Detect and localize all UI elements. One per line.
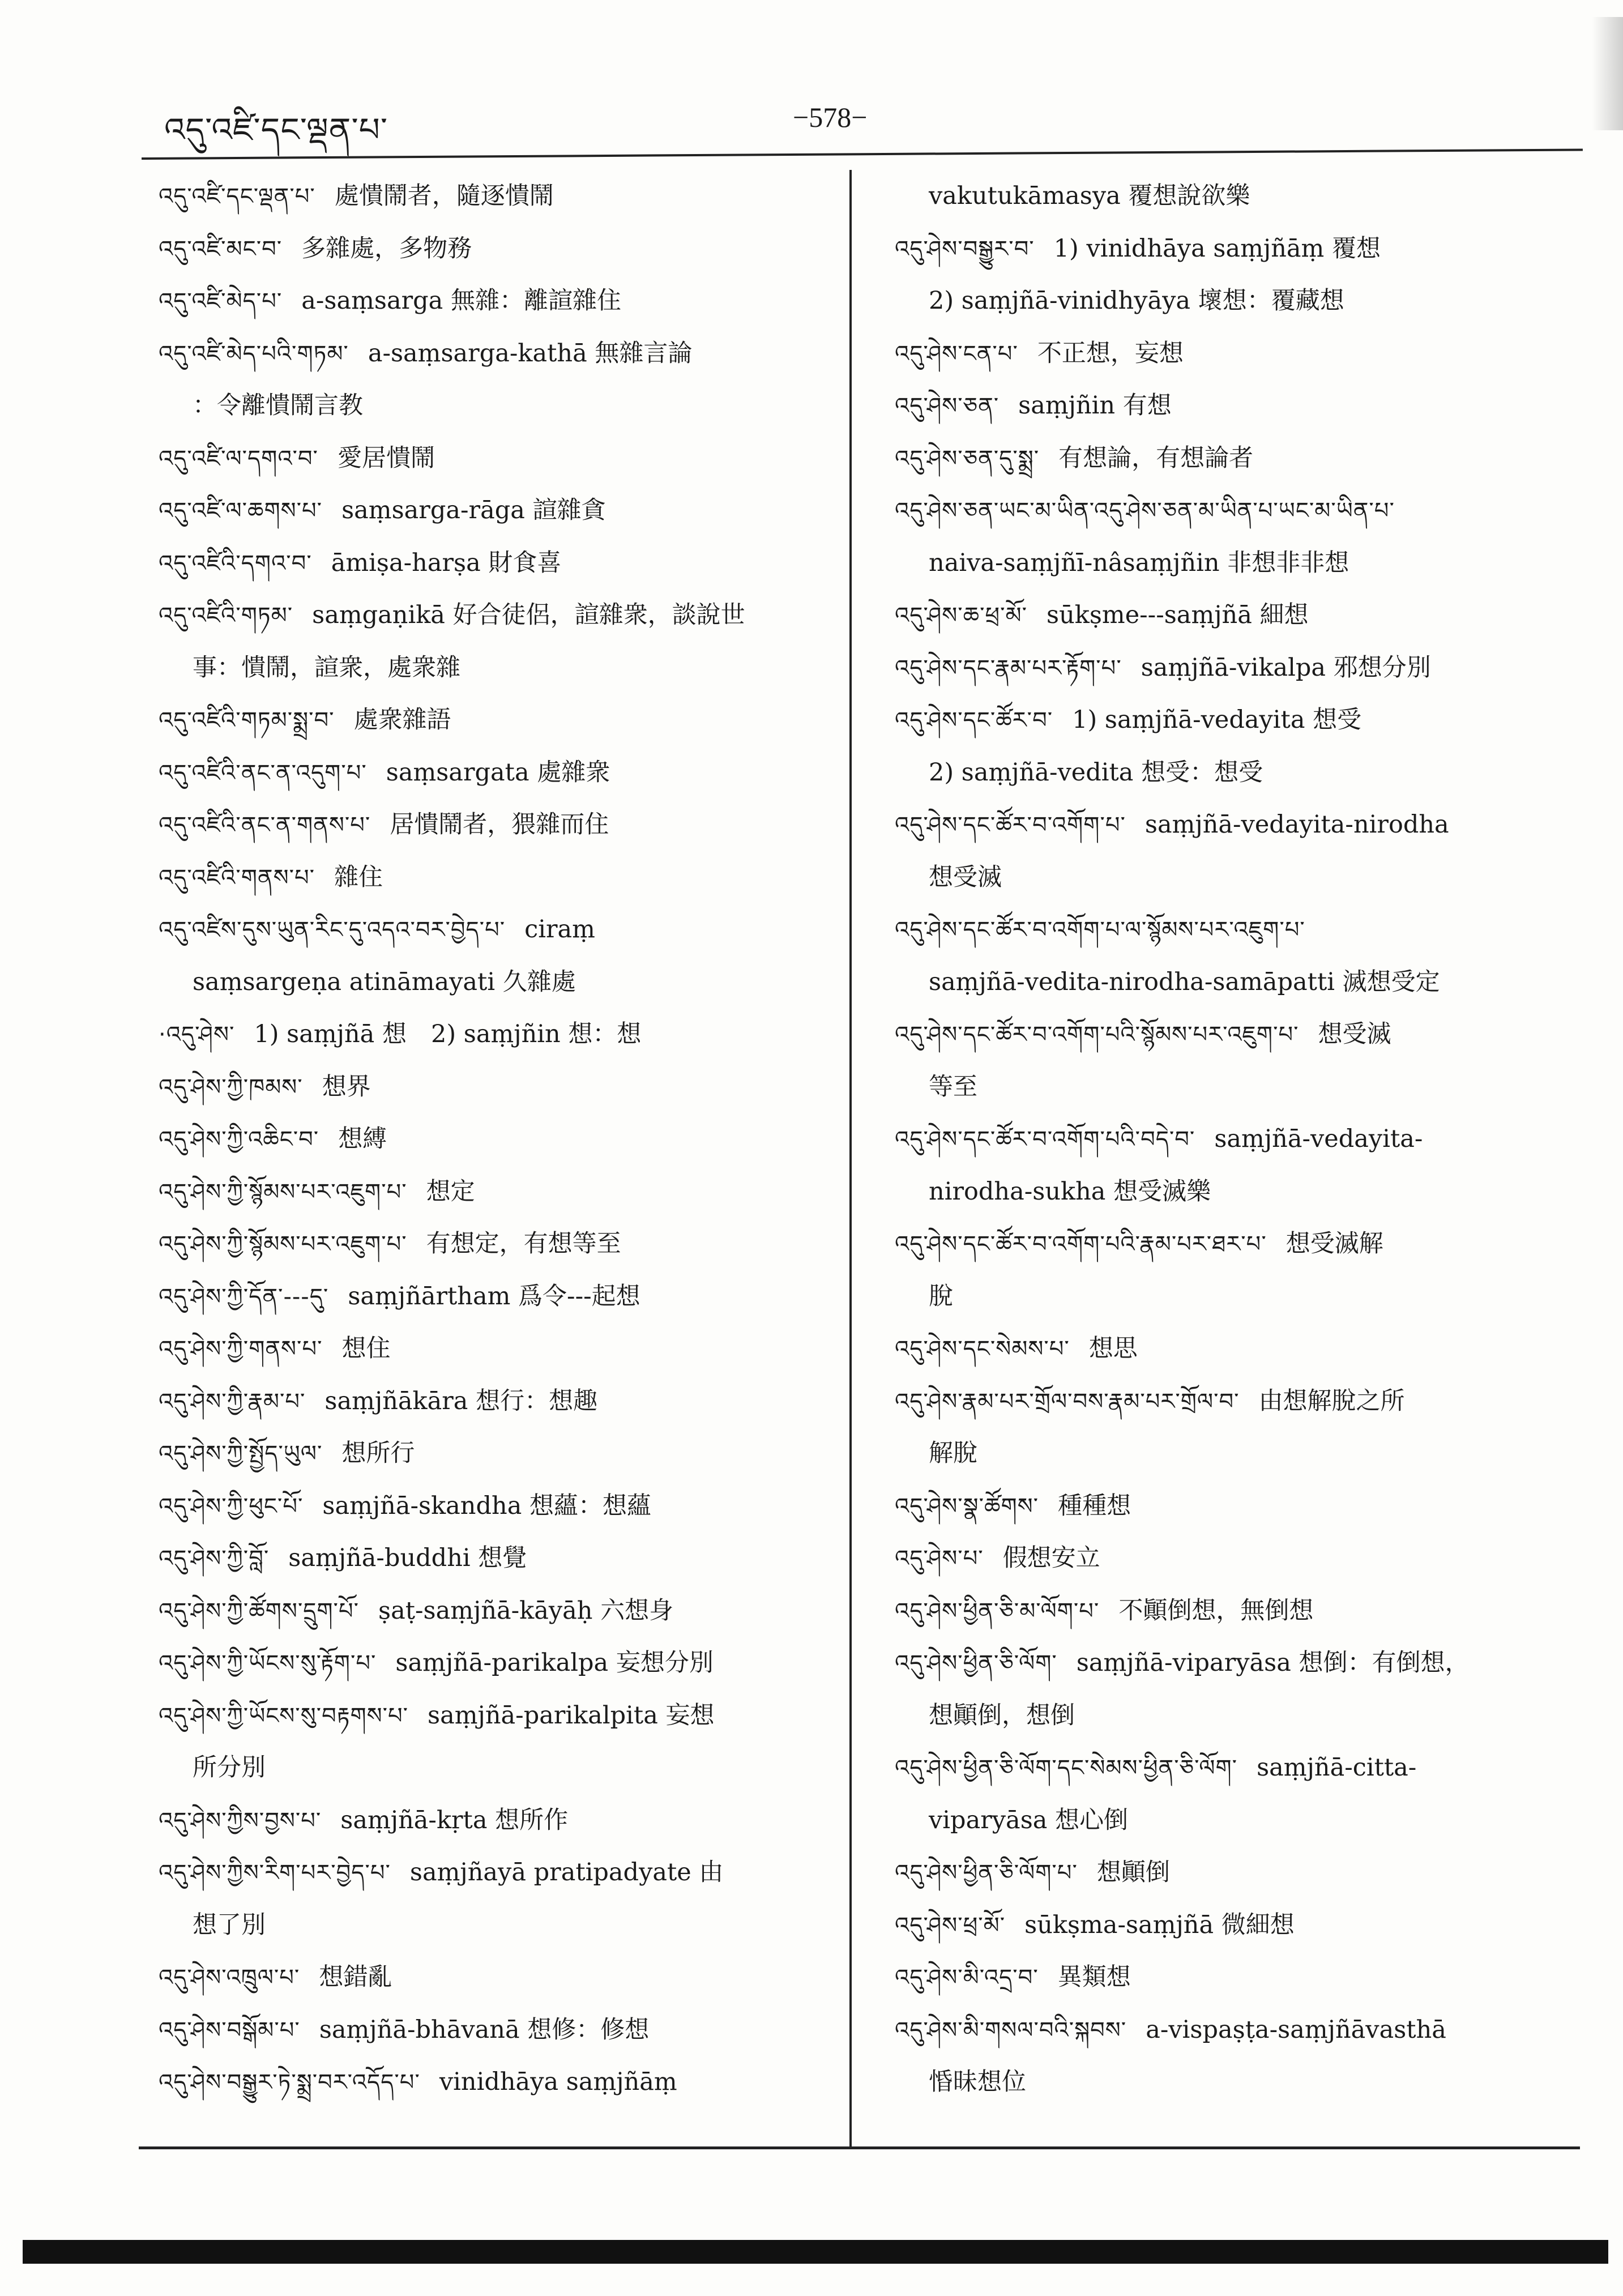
entry-definition: 種種想 — [1058, 1491, 1131, 1520]
tibetan-headword: འདུ་ཤེས་ཀྱི་བློ་ — [159, 1546, 270, 1572]
entry-definition: saṃjñārtham 爲令---起想 — [348, 1282, 640, 1311]
entry-definition: saṃjñayā pratipadyate 由 — [409, 1858, 724, 1887]
tibetan-headword: འདུ་ཤེས་ཀྱི་གནས་པ་ — [159, 1336, 323, 1362]
dictionary-entry — [159, 1166, 838, 1218]
tibetan-headword: འདུ་འཛིའི་དགའ་བ་ — [159, 550, 312, 577]
dictionary-entry — [159, 1427, 838, 1480]
tibetan-headword: འདུ་ཤེས་ཀྱི་དོན་---དུ་ — [159, 1283, 329, 1310]
right-column — [895, 170, 1563, 2109]
tibetan-headword: འདུ་འཛི་མང་བ་ — [159, 236, 283, 262]
dictionary-entry — [895, 379, 1563, 432]
dictionary-entry — [895, 956, 1563, 1009]
tibetan-headword: འདུ་ཤེས་ཀྱི་ཚོགས་དྲུག་པོ་ — [159, 1598, 359, 1624]
dictionary-entry — [895, 1532, 1563, 1585]
tibetan-headword: འདུ་འཛིའི་ནང་ན་གནས་པ་ — [159, 812, 371, 838]
tibetan-headword: འདུ་ཤེས་ཀྱི་རྣམ་པ་ — [159, 1388, 306, 1415]
dictionary-entry — [159, 2056, 838, 2109]
entry-definition: ciraṃ — [524, 915, 595, 944]
tibetan-headword: འདུ་ཤེས་ཆ་ཕྲ་མོ་ — [895, 603, 1028, 629]
dictionary-entry — [159, 170, 838, 223]
entry-definition: 處憒鬧者，隨逐憒鬧 — [334, 182, 554, 210]
entry-definition: 假想安立 — [1002, 1544, 1100, 1572]
dictionary-entry — [159, 851, 838, 904]
dictionary-entry — [895, 642, 1563, 694]
tibetan-headword: འདུ་འཛིའི་གཏམ་སྨྲ་བ་ — [159, 707, 335, 733]
dictionary-entry — [895, 1322, 1563, 1375]
tibetan-headword: འདུ་ཤེས་དང་ཚོར་བ་འགོག་པའི་རྣམ་པར་ཐར་པ་ — [895, 1231, 1267, 1257]
entry-definition: 多雜處，多物務 — [301, 234, 472, 263]
entry-definition: 異類想 — [1057, 1963, 1131, 1991]
tibetan-headword: འདུ་ཤེས་ཕྱིན་ཅི་མ་ལོག་པ་ — [895, 1598, 1100, 1624]
tibetan-headword: འདུ་ཤེས་ཀྱི་ཡོངས་སུ་རྟོག་པ་ — [159, 1650, 377, 1676]
tibetan-headword: འདུ་ཤེས་འཁྲུལ་པ་ — [159, 1965, 300, 1991]
dictionary-entry — [159, 1218, 838, 1270]
dictionary-entry — [159, 903, 838, 956]
dictionary-entry — [895, 537, 1563, 590]
dictionary-entry — [895, 1951, 1563, 2004]
tibetan-headword: འདུ་ཤེས་ངན་པ་ — [895, 340, 1018, 367]
scan-bottom-edge — [23, 2240, 1608, 2264]
dictionary-entry — [895, 589, 1563, 642]
tibetan-headword: འདུ་ཤེས་དང་ཚོར་བ་ — [895, 707, 1053, 733]
dictionary-entry — [895, 1846, 1563, 1899]
entry-definition: 由想解脫之所 — [1258, 1386, 1405, 1415]
tibetan-headword: འདུ་ཤེས་བསྒྱུར་ཏེ་སྨྲ་བར་འདོད་པ་ — [159, 2069, 420, 2096]
tibetan-headword: འདུ་ཤེས་དང་སེམས་པ་ — [895, 1336, 1070, 1362]
dictionary-entry — [159, 799, 838, 851]
dictionary-entry — [159, 223, 838, 275]
tibetan-headword: འདུ་ཤེས་ཅན་དུ་སྨྲ་ — [895, 445, 1040, 472]
entry-definition: 2) saṃjñā-vedita 想受：想受 — [929, 758, 1263, 787]
dictionary-entry — [159, 327, 838, 380]
dictionary-entry — [159, 1113, 838, 1166]
entry-definition: 1) vinidhāya saṃjñāṃ 覆想 — [1053, 234, 1381, 263]
dictionary-entry — [159, 1951, 838, 2004]
dictionary-entry — [159, 432, 838, 485]
tibetan-headword: འདུ་ཤེས་ཀྱི་ཁམས་ — [159, 1074, 303, 1100]
dictionary-entry — [895, 432, 1563, 485]
entry-definition: ṣaṭ-saṃjñā-kāyāḥ 六想身 — [378, 1596, 674, 1625]
entry-definition: saṃjñā-buddhi 想覺 — [288, 1544, 527, 1572]
entry-definition: saṃjñā-skandha 想蘊：想蘊 — [322, 1491, 652, 1520]
dictionary-entry — [159, 1270, 838, 1323]
scan-edge-shadow — [1592, 17, 1623, 130]
tibetan-headword: འདུ་ཤེས་དང་ཚོར་བ་འགོག་པ་ — [895, 812, 1126, 838]
entry-definition: 2) saṃjñā-vinidhyāya 壞想：覆藏想 — [929, 287, 1344, 315]
tibetan-headword: འདུ་ཤེས་ཀྱི་སྤྱོད་ཡུལ་ — [159, 1441, 323, 1467]
entry-definition: 想定 — [426, 1177, 475, 1206]
tibetan-headword: འདུ་འཛིས་དུས་ཡུན་རིང་དུ་འདའ་བར་བྱེད་པ་ — [159, 917, 506, 943]
tibetan-headword: འདུ་ཤེས་ཀྱི་འཆིང་བ་ — [159, 1126, 319, 1153]
dictionary-entry — [159, 1375, 838, 1428]
tibetan-headword: འདུ་ཤེས་བསྒོམ་པ་ — [159, 2017, 300, 2043]
tibetan-headword: འདུ་ཤེས་ཅན་ཡང་མ་ཡིན་འདུ་ཤེས་ཅན་མ་ཡིན་པ་ཡང་མ་ཡིན་པ་ — [895, 498, 1395, 524]
tibetan-headword: འདུ་ཤེས་ཀྱི་ཕུང་པོ་ — [159, 1493, 304, 1520]
tibetan-headword: འདུ་ཤེས་བསྒྱུར་བ་ — [895, 236, 1035, 262]
entry-definition: 有想定，有想等至 — [426, 1230, 621, 1258]
dictionary-entry — [895, 799, 1563, 851]
dictionary-entry — [895, 1689, 1563, 1742]
dictionary-entry — [895, 1218, 1563, 1270]
dictionary-entry — [895, 1061, 1563, 1113]
dictionary-entry — [159, 2004, 838, 2056]
entry-definition: 1) saṃjñā 想 2) saṃjñin 想：想 — [254, 1020, 642, 1048]
entry-definition: a-saṃsarga-kathā 無雜言論 — [368, 339, 693, 368]
entry-definition: 想思 — [1088, 1334, 1138, 1363]
entry-definition: 不正想，妄想 — [1037, 339, 1184, 368]
entry-definition: vinidhāya saṃjñāṃ — [439, 2068, 677, 2096]
dictionary-entry — [895, 694, 1563, 746]
tibetan-headword: འདུ་ཤེས་མི་གསལ་བའི་སྐབས་ — [895, 2017, 1127, 2043]
dictionary-entry — [895, 851, 1563, 904]
tibetan-headword: འདུ་ཤེས་རྣམ་པར་གྲོལ་བས་རྣམ་པར་གྲོལ་བ་ — [895, 1388, 1240, 1415]
entry-definition: 想顚倒，想倒 — [929, 1701, 1075, 1730]
dictionary-entry — [159, 484, 838, 537]
entry-definition: āmiṣa-harṣa 財食喜 — [331, 548, 562, 577]
page-number: −578− — [793, 101, 868, 133]
tibetan-headword: འདུ་ཤེས་ཅན་ — [895, 393, 1000, 419]
entry-definition: saṃjñā-vikalpa 邪想分別 — [1141, 653, 1431, 682]
tibetan-headword: འདུ་ཤེས་སྣ་ཚོགས་ — [895, 1493, 1039, 1520]
dictionary-entry — [159, 1846, 838, 1899]
dictionary-entry — [159, 956, 838, 1009]
dictionary-entry — [895, 1008, 1563, 1061]
column-divider — [849, 170, 852, 2146]
entry-definition: 脫 — [929, 1282, 953, 1311]
dictionary-entry — [895, 1375, 1563, 1428]
dictionary-entry — [895, 1270, 1563, 1323]
entry-definition: 想錯亂 — [319, 1963, 392, 1991]
tibetan-headword: འདུ་འཛི་མེད་པ་ — [159, 288, 283, 314]
entry-definition: saṃjñā-kṛta 想所作 — [340, 1806, 569, 1834]
entry-definition: saṃjñā-vedayita-nirodha — [1144, 810, 1449, 839]
entry-definition: saṃjñin 有想 — [1018, 391, 1172, 420]
entry-definition: 想受滅 — [1318, 1020, 1391, 1048]
entry-definition: nirodha-sukha 想受滅樂 — [929, 1177, 1211, 1206]
dictionary-entry — [159, 1480, 838, 1533]
dictionary-entry — [895, 223, 1563, 275]
entry-definition: 不顚倒想，無倒想 — [1118, 1596, 1314, 1625]
tibetan-headword: འདུ་ཤེས་དང་ཚོར་བ་འགོག་པ་ལ་སྙོམས་པར་འཇུག་པ་ — [895, 917, 1305, 943]
entry-definition: saṃgaṇikā 好合徒侶，諠雜衆，談說世 — [312, 601, 745, 629]
tibetan-headword: འདུ་འཛི་དང་ལྡན་པ་ — [159, 183, 315, 210]
dictionary-entry — [159, 1008, 838, 1061]
tibetan-headword: འདུ་ཤེས་ཀྱི་སྙོམས་པར་འཇུག་པ་ — [159, 1231, 407, 1257]
tibetan-headword: འདུ་འཛིའི་གནས་པ་ — [159, 864, 315, 891]
entry-definition: saṃjñā-vedita-nirodha-samāpatti 滅想受定 — [929, 967, 1440, 996]
entry-definition: 解脫 — [929, 1439, 977, 1467]
entry-definition: 有想論，有想論者 — [1058, 443, 1254, 472]
dictionary-entry — [895, 1166, 1563, 1218]
footer-rule — [139, 2146, 1580, 2149]
tibetan-headword: འདུ་ཤེས་ཀྱིས་བྱས་པ་ — [159, 1807, 322, 1834]
dictionary-entry — [159, 1532, 838, 1585]
entry-definition: saṃsargeṇa atināmayati 久雜處 — [193, 967, 576, 996]
dictionary-entry — [159, 379, 838, 432]
entry-definition: saṃjñā-parikalpa 妄想分別 — [395, 1649, 714, 1677]
entry-definition: 所分別 — [193, 1753, 266, 1782]
tibetan-headword: འདུ་ཤེས་ཀྱི་ཡོངས་སུ་བརྟགས་པ་ — [159, 1702, 409, 1729]
left-column — [159, 170, 838, 2109]
dictionary-entry — [895, 1637, 1563, 1689]
entry-definition: a-saṃsarga 無雜：離諠雜住 — [301, 287, 621, 315]
entry-definition: saṃjñākāra 想行：想趣 — [324, 1386, 598, 1415]
dictionary-entry — [159, 642, 838, 694]
tibetan-headword: འདུ་འཛི་མེད་པའི་གཏམ་ — [159, 340, 349, 367]
dictionary-entry — [895, 1742, 1563, 1794]
tibetan-headword: འདུ་འཛི་ལ་དགའ་བ་ — [159, 445, 318, 472]
entry-definition: a-vispaṣṭa-saṃjñāvasthā — [1146, 2015, 1446, 2044]
dictionary-entry — [159, 1899, 838, 1952]
running-header: འདུ་འཛི་དང་ལྡན་པ་ — [164, 110, 388, 149]
entry-definition: 想受滅解 — [1285, 1230, 1383, 1258]
entry-definition: 惛昧想位 — [929, 2068, 1026, 2096]
entry-definition: 等至 — [929, 1072, 977, 1101]
dictionary-entry — [159, 1742, 838, 1794]
entry-definition: viparyāsa 想心倒 — [929, 1806, 1129, 1834]
tibetan-headword: འདུ་ཤེས་དང་ཚོར་བ་འགོག་པའི་བདེ་བ་ — [895, 1126, 1195, 1153]
tibetan-headword: འདུ་འཛི་ལ་ཆགས་པ་ — [159, 498, 323, 524]
entry-definition: 想縛 — [338, 1125, 387, 1153]
dictionary-entry — [895, 275, 1563, 327]
tibetan-headword: འདུ་ཤེས་ཕྱིན་ཅི་ལོག་ — [895, 1650, 1057, 1676]
entry-definition: 想了別 — [193, 1910, 266, 1939]
dictionary-entry — [895, 2004, 1563, 2056]
dictionary-entry — [159, 1637, 838, 1689]
tibetan-headword: ·འདུ་ཤེས་ — [159, 1022, 235, 1048]
dictionary-entry — [159, 275, 838, 327]
dictionary-entry — [159, 1585, 838, 1637]
entry-definition: 想顚倒 — [1096, 1858, 1170, 1887]
dictionary-entry — [159, 1061, 838, 1113]
dictionary-entry — [895, 1585, 1563, 1637]
entry-definition: saṃjñā-viparyāsa 想倒：有倒想， — [1076, 1649, 1470, 1677]
tibetan-headword: འདུ་འཛིའི་ནང་ན་འདུག་པ་ — [159, 759, 367, 786]
tibetan-headword: འདུ་འཛིའི་གཏམ་ — [159, 603, 293, 629]
entry-definition: ：令離憒鬧言教 — [193, 391, 363, 420]
dictionary-entry — [895, 1480, 1563, 1533]
dictionary-entry — [159, 746, 838, 799]
entry-definition: saṃjñā-bhāvanā 想修：修想 — [319, 2015, 650, 2044]
dictionary-entry — [895, 903, 1563, 956]
dictionary-entry — [159, 589, 838, 642]
entry-definition: 想界 — [322, 1072, 371, 1101]
tibetan-headword: འདུ་ཤེས་མི་འདྲ་བ་ — [895, 1965, 1039, 1991]
entry-definition: saṃjñā-parikalpita 妄想 — [428, 1701, 715, 1730]
tibetan-headword: འདུ་ཤེས་ཕྲ་མོ་ — [895, 1912, 1006, 1939]
dictionary-entry — [159, 1794, 838, 1847]
entry-definition: saṃjñā-vedayita- — [1214, 1125, 1423, 1153]
tibetan-headword: འདུ་ཤེས་ཕྱིན་ཅི་ལོག་དང་སེམས་ཕྱིན་ཅི་ལོག་ — [895, 1755, 1238, 1781]
entry-definition: 1) saṃjñā-vedayita 想受 — [1072, 706, 1362, 734]
dictionary-entry — [159, 1689, 838, 1742]
dictionary-entry — [895, 1113, 1563, 1166]
tibetan-headword: འདུ་ཤེས་དང་རྣམ་པར་རྟོག་པ་ — [895, 655, 1122, 681]
entry-definition: 雜住 — [334, 863, 383, 891]
dictionary-entry — [895, 1794, 1563, 1847]
dictionary-entry — [895, 327, 1563, 380]
tibetan-headword: འདུ་ཤེས་ཕྱིན་ཅི་ལོག་པ་ — [895, 1860, 1078, 1886]
entry-definition: 事：憒鬧，諠衆，處衆雜 — [193, 653, 460, 682]
entry-definition: sūkṣma-saṃjñā 微細想 — [1024, 1910, 1295, 1939]
entry-definition: 處衆雜語 — [353, 706, 451, 734]
dictionary-entry — [895, 746, 1563, 799]
dictionary-entry — [895, 2056, 1563, 2109]
entry-definition: 想所行 — [341, 1439, 415, 1467]
tibetan-headword: འདུ་ཤེས་དང་ཚོར་བ་འགོག་པའི་སྙོམས་པར་འཇུག་པ་ — [895, 1022, 1299, 1048]
entry-definition: saṃsarga-rāga 諠雜貪 — [341, 496, 606, 524]
dictionary-entry — [895, 170, 1563, 223]
entry-definition: vakutukāmasya 覆想說欲樂 — [929, 182, 1250, 210]
entry-definition: sūkṣme---saṃjñā 細想 — [1047, 601, 1309, 629]
dictionary-entry — [895, 1427, 1563, 1480]
dictionary-entry — [159, 537, 838, 590]
tibetan-headword: འདུ་ཤེས་ཀྱིས་རིག་པར་བྱེད་པ་ — [159, 1860, 391, 1886]
dictionary-entry — [159, 694, 838, 746]
dictionary-entry — [895, 484, 1563, 537]
entry-definition: saṃjñā-citta- — [1257, 1753, 1417, 1782]
entry-definition: naiva-saṃjñī-nâsaṃjñin 非想非非想 — [929, 548, 1349, 577]
tibetan-headword: འདུ་ཤེས་ཀྱི་སྙོམས་པར་འཇུག་པ་ — [159, 1179, 407, 1205]
dictionary-entry — [159, 1322, 838, 1375]
entry-definition: 愛居憒鬧 — [337, 443, 435, 472]
entry-definition: 居憒鬧者，猥雜而住 — [390, 810, 609, 839]
entry-definition: 想住 — [341, 1334, 391, 1363]
entry-definition: saṃsargata 處雜衆 — [386, 758, 610, 787]
tibetan-headword: འདུ་ཤེས་པ་ — [895, 1546, 984, 1572]
dictionary-entry — [895, 1899, 1563, 1952]
entry-definition: 想受滅 — [929, 863, 1002, 891]
